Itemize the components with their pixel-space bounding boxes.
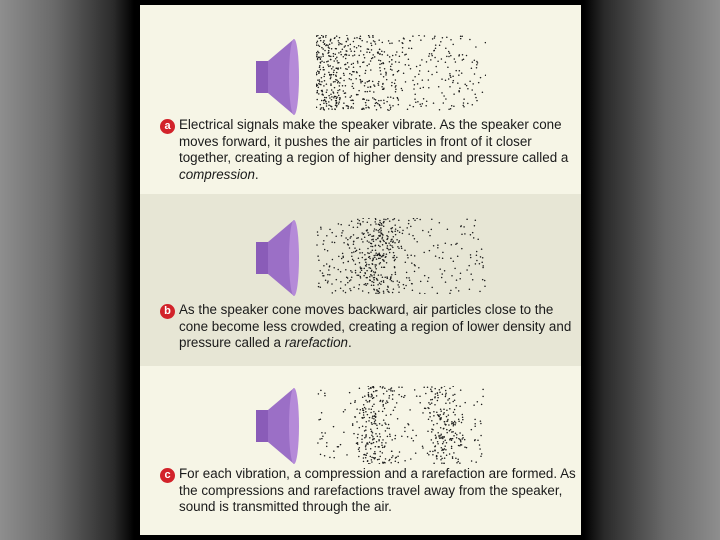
speaker-icon (256, 218, 316, 298)
panel-a (140, 5, 581, 194)
air-particles-c (316, 386, 486, 464)
caption-c (160, 466, 580, 516)
caption-text-a: Electrical signals make the speaker vibrate. As the speaker cone moves forward, it pushes the air particles in front of it closer together, creating a region of higher density and pressure called a compression. (179, 117, 569, 182)
panel-c (140, 366, 581, 535)
label-badge-b: b (160, 304, 175, 319)
caption-text-b: As the speaker cone moves backward, air particles close to the cone become less crowded, creating a region of lower density and pressure called a rarefaction. (179, 302, 572, 350)
left-gradient-border (0, 0, 134, 540)
caption-a (160, 117, 580, 183)
speaker-icon (256, 386, 316, 466)
label-badge-a: a (160, 119, 175, 134)
speaker-icon (256, 37, 316, 117)
air-particles-b (316, 218, 486, 294)
panel-b (140, 194, 581, 366)
label-badge-c: c (160, 468, 175, 483)
term-compression: compression (179, 166, 255, 182)
caption-b (160, 302, 580, 352)
air-particles-a (316, 35, 486, 111)
caption-text-c: For each vibration, a compression and a rarefaction are formed. As the compressions and rarefactions travel away from the speaker, sound is transmitted through the air. (179, 466, 576, 514)
diagram-sheet (140, 5, 581, 535)
right-gradient-border (584, 0, 720, 540)
term-rarefaction: rarefaction (284, 335, 348, 350)
